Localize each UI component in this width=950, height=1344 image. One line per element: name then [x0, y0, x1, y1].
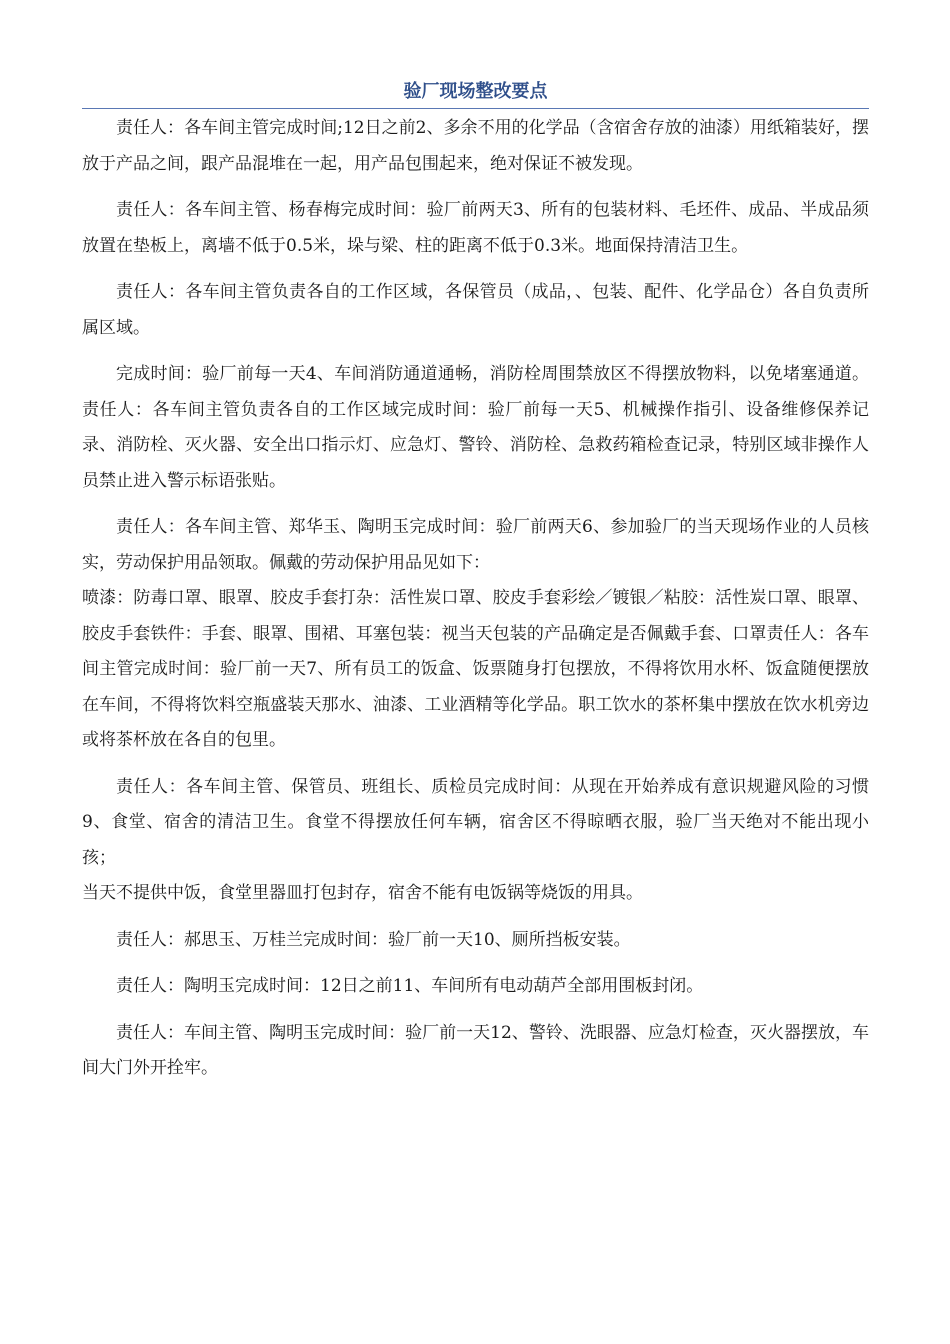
paragraph-3: 责任人：各车间主管负责各自的工作区域，各保管员（成品，、包装、配件、化学品仓）各自负责所属区域。 — [82, 282, 869, 338]
paragraph-2: 责任人：各车间主管、杨春梅完成时间：验厂前两天3、所有的包装材料、毛坯件、成品、半成品须放置在垫板上，离墙不低于0.5米，垛与梁、柱的距离不低于0.3米。地面保持清洁卫生。 — [82, 200, 869, 256]
document-page — [82, 78, 869, 1087]
paragraph-1: 责任人：各车间主管完成时间;12日之前2、多余不用的化学品（含宿舍存放的油漆）用纸箱装好，摆放于产品之间，跟产品混堆在一起，用产品包围起来，绝对保证不被发现。 — [82, 118, 869, 174]
paragraph-10: 责任人：陶明玉完成时间：12日之前11、车间所有电动葫芦全部用围板封闭。 — [116, 976, 704, 996]
page-title: 验厂现场整改要点 — [403, 81, 548, 102]
title-divider — [82, 108, 869, 109]
paragraph-7: 责任人：各车间主管、保管员、班组长、质检员完成时间：从现在开始养成有意识规避风险的习惯9、食堂、宿舍的清洁卫生。食堂不得摆放任何车辆，宿舍区不得晾晒衣服，验厂当天绝对不能出现小孩； — [82, 776, 869, 868]
paragraph-6: 喷漆：防毒口罩、眼罩、胶皮手套打杂：活性炭口罩、胶皮手套彩绘／镀银／粘胶：活性炭口罩、眼罩、胶皮手套铁件：手套、眼罩、围裙、耳塞包装：视当天包装的产品确定是否佩戴手套、口罩责任人：各车间主管完成时间：验厂前一天7、所有员工的饭盒、饭票随身打包摆放，不得将饮用水杯、饭盒随便摆放在车间，不得将饮料空瓶盛装天那水、油漆、工业酒精等化学品。职工饮水的茶杯集中摆放在饮水机旁边或将茶杯放在各自的包里。 — [82, 588, 869, 750]
paragraph-5: 责任人：各车间主管、郑华玉、陶明玉完成时间：验厂前两天6、参加验厂的当天现场作业的人员核实，劳动保护用品领取。佩戴的劳动保护用品见如下： — [82, 517, 869, 573]
paragraph-4: 完成时间：验厂前每一天4、车间消防通道通畅，消防栓周围禁放区不得摆放物料，以免堵塞通道。责任人：各车间主管负责各自的工作区域完成时间：验厂前每一天5、机械操作指引、设备维修保养记录、消防栓、灭火器、安全出口指示灯、应急灯、警铃、消防栓、急救药箱检查记录，特别区域非操作人员禁止进入警示标语张贴。 — [82, 364, 869, 491]
paragraph-9: 责任人：郝思玉、万桂兰完成时间：验厂前一天10、厕所挡板安装。 — [116, 929, 631, 950]
paragraph-8: 当天不提供中饭，食堂里器皿打包封存，宿舍不能有电饭锅等烧饭的用具。 — [82, 883, 643, 903]
paragraph-11: 责任人：车间主管、陶明玉完成时间：验厂前一天12、警铃、洗眼器、应急灯检查，灭火器摆放，车间大门外开拴牢。 — [82, 1022, 869, 1078]
